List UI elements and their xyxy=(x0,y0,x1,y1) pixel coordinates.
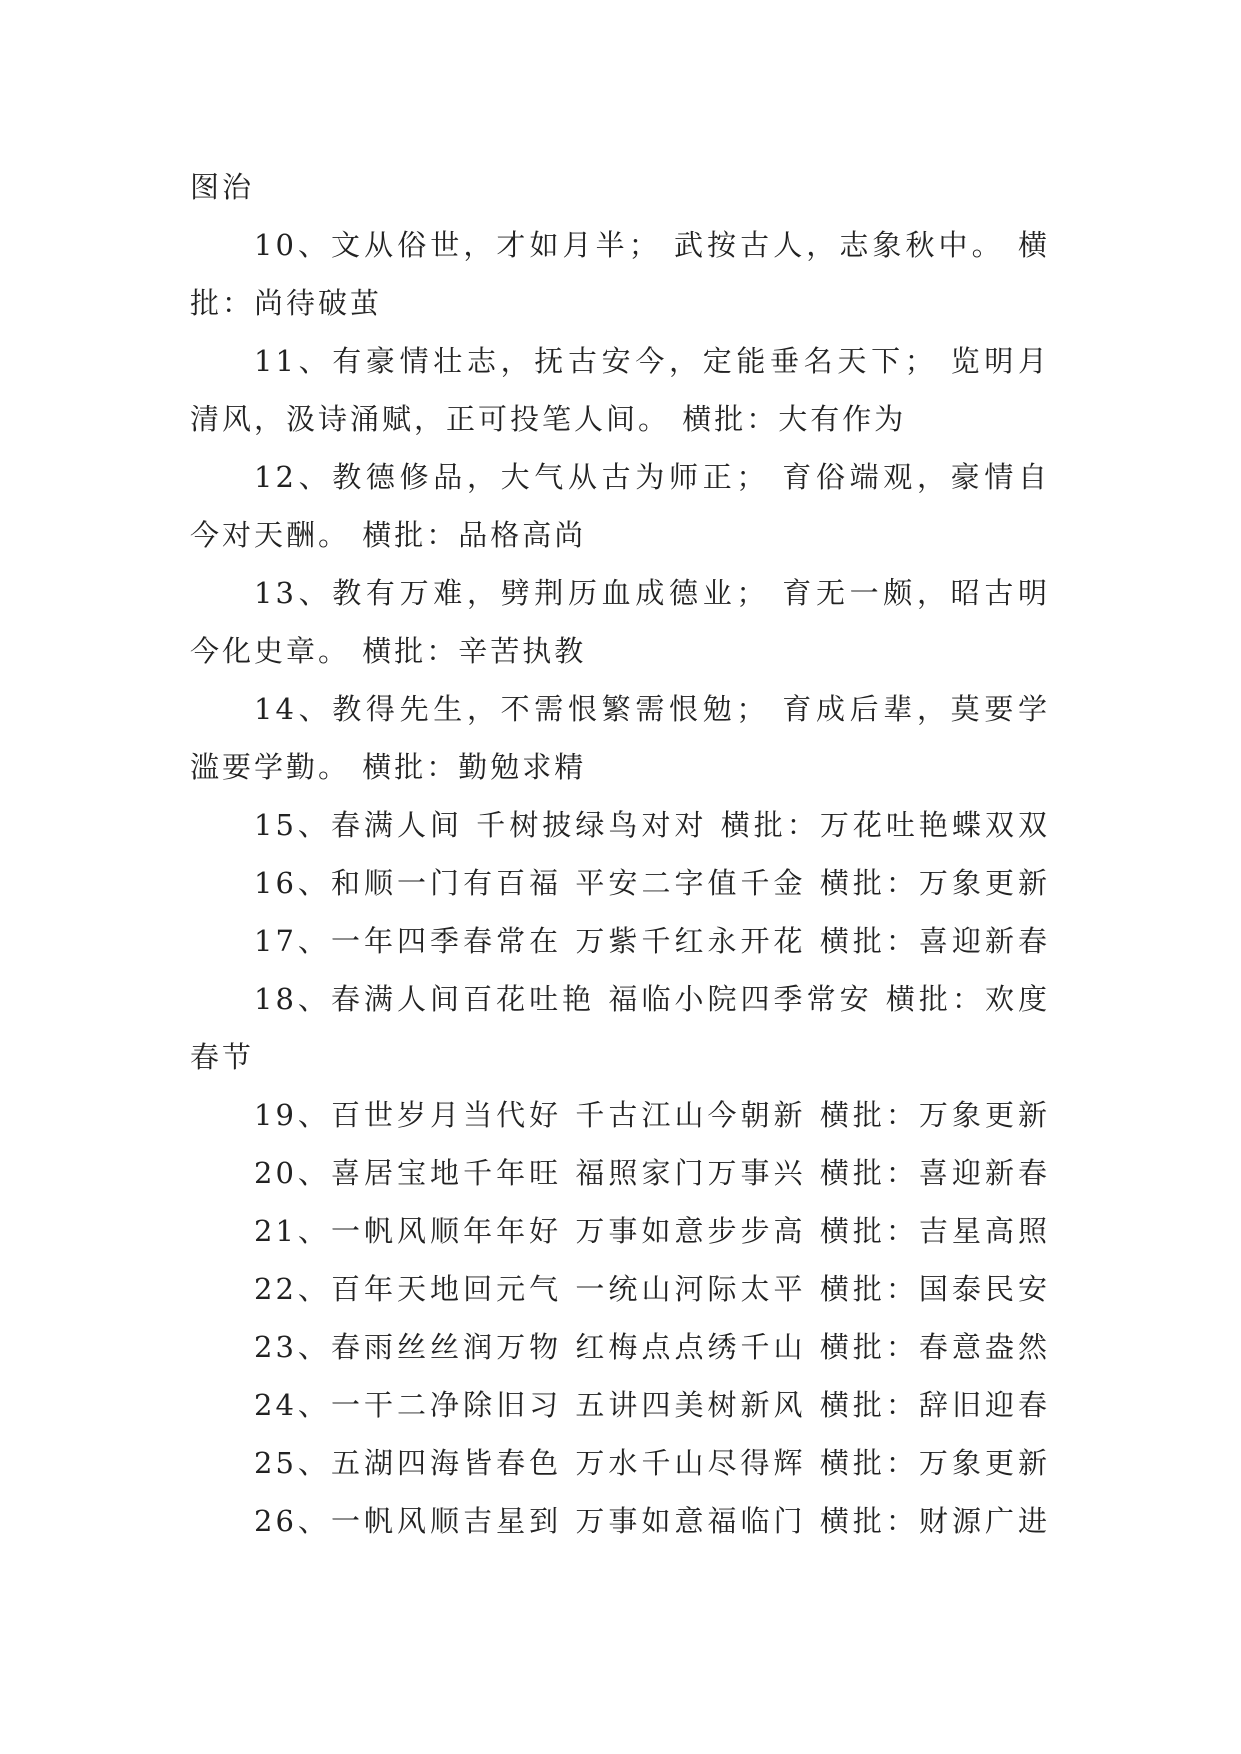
text-line: 17、一年四季春常在 万紫千红永开花 横批：喜迎新春 xyxy=(254,924,1050,958)
text-line: 12、教德修品，大气从古为师正； 育俗端观，豪情自 xyxy=(254,460,1050,494)
text-line: 18、春满人间百花吐艳 福临小院四季常安 横批：欢度 xyxy=(254,982,1050,1016)
text-line: 11、有豪情壮志，抚古安今，定能垂名天下； 览明月 xyxy=(254,344,1050,378)
text-line: 春节 xyxy=(190,1040,255,1074)
text-line: 26、一帆风顺吉星到 万事如意福临门 横批：财源广进 xyxy=(254,1504,1050,1538)
text-line: 22、百年天地回元气 一统山河际太平 横批：国泰民安 xyxy=(254,1272,1050,1306)
text-line: 13、教有万难，劈荆历血成德业； 育无一颇，昭古明 xyxy=(254,576,1050,610)
text-line: 19、百世岁月当代好 千古江山今朝新 横批：万象更新 xyxy=(254,1098,1050,1132)
text-line: 今对天酬。 横批：品格高尚 xyxy=(190,518,587,552)
text-line: 10、文从俗世，才如月半； 武按古人，志象秋中。 横 xyxy=(254,228,1050,262)
text-line: 今化史章。 横批：辛苦执教 xyxy=(190,634,587,668)
text-line: 批：尚待破茧 xyxy=(190,286,383,320)
text-line: 15、春满人间 千树披绿鸟对对 横批：万花吐艳蝶双双 xyxy=(254,808,1050,842)
text-line: 24、一干二净除旧习 五讲四美树新风 横批：辞旧迎春 xyxy=(254,1388,1050,1422)
text-line: 20、喜居宝地千年旺 福照家门万事兴 横批：喜迎新春 xyxy=(254,1156,1050,1190)
text-line: 清风，汲诗涌赋，正可投笔人间。 横批：大有作为 xyxy=(190,402,907,436)
text-line: 图治 xyxy=(190,170,255,204)
couplet-text-block xyxy=(190,158,1050,1550)
text-line: 21、一帆风顺年年好 万事如意步步高 横批：吉星高照 xyxy=(254,1214,1050,1248)
text-line: 25、五湖四海皆春色 万水千山尽得辉 横批：万象更新 xyxy=(254,1446,1050,1480)
text-line: 14、教得先生，不需恨繁需恨勉； 育成后辈，莫要学 xyxy=(254,692,1050,726)
text-line: 16、和顺一门有百福 平安二字值千金 横批：万象更新 xyxy=(254,866,1050,900)
text-line: 滥要学勤。 横批：勤勉求精 xyxy=(190,750,587,784)
text-line: 23、春雨丝丝润万物 红梅点点绣千山 横批：春意盎然 xyxy=(254,1330,1050,1364)
